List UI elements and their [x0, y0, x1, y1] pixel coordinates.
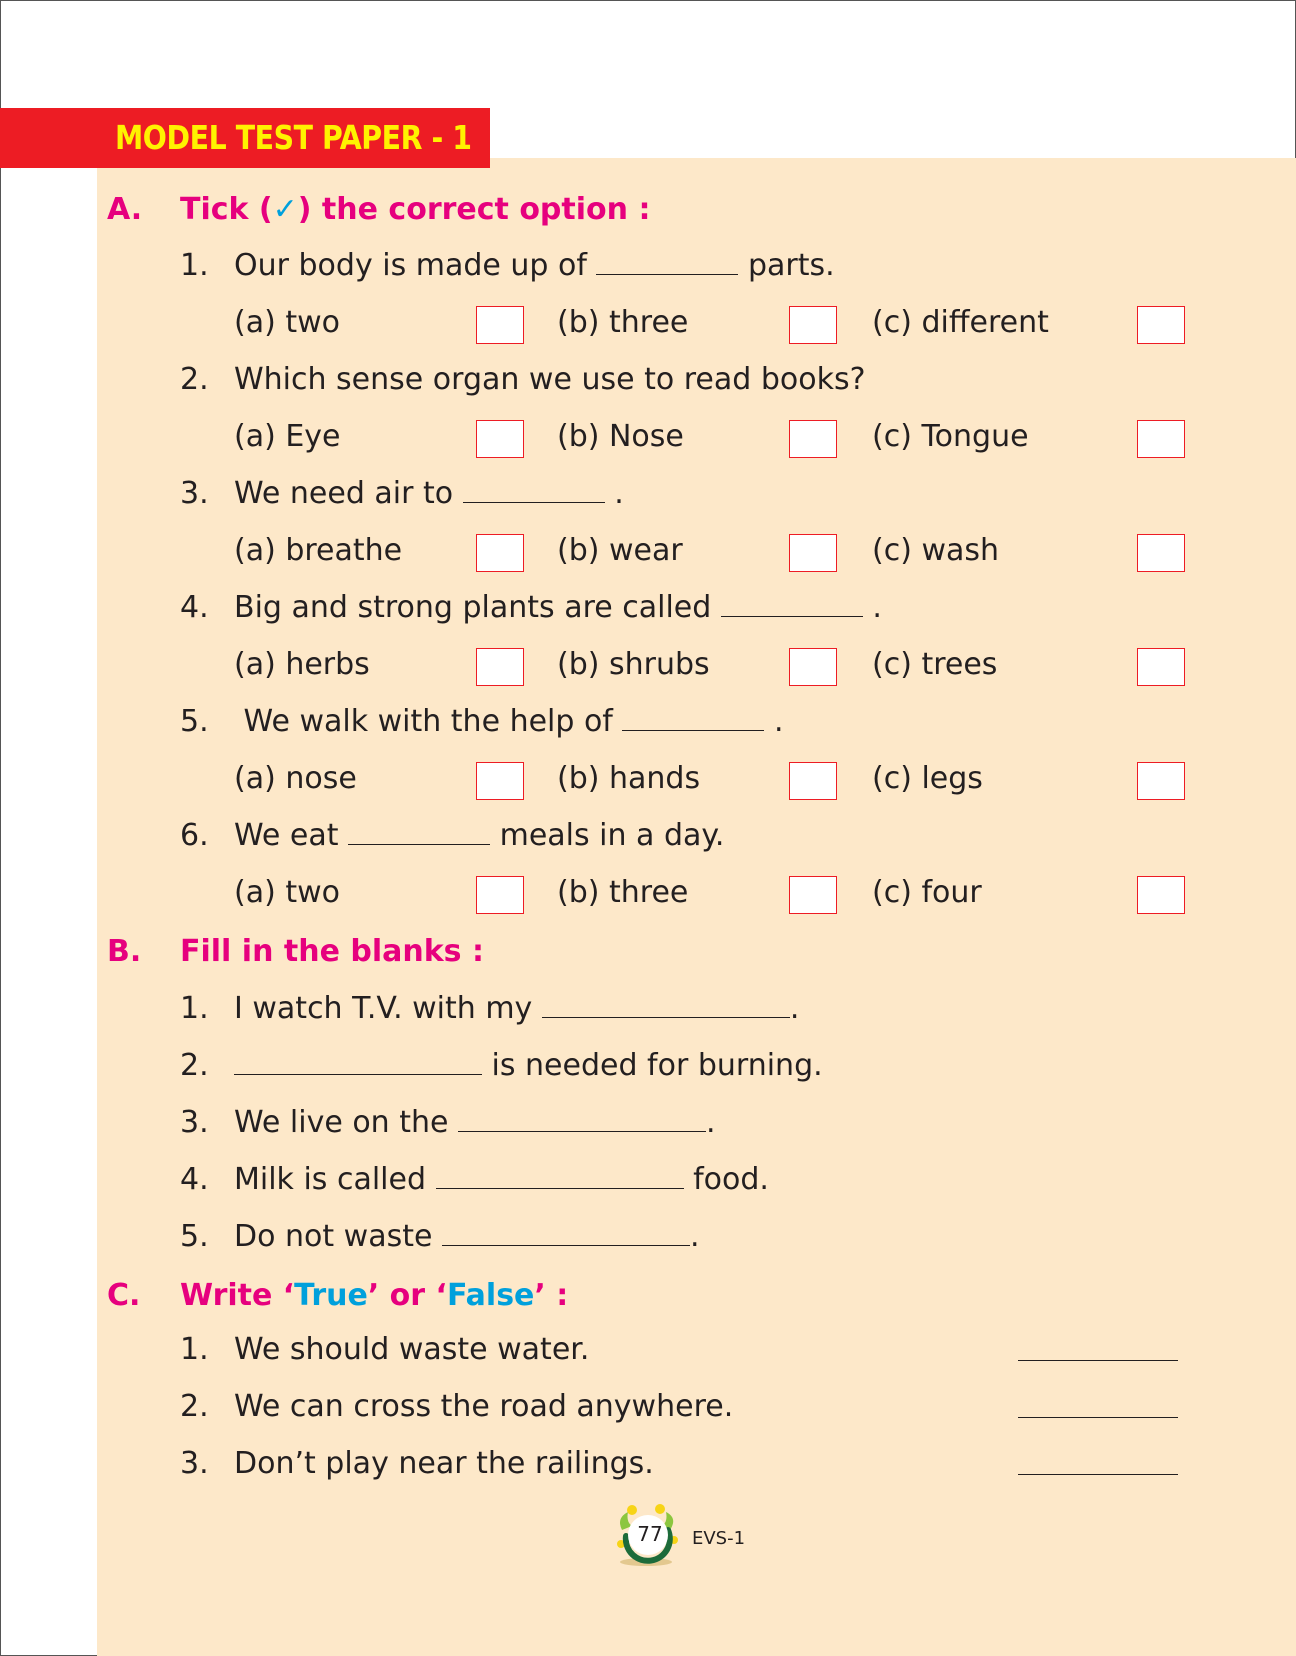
section-a-title: Tick (✓) the correct option : — [180, 192, 651, 227]
option-checkbox[interactable] — [1137, 762, 1185, 800]
option-label: (b) shrubs — [557, 647, 710, 682]
question-number: 2. — [180, 362, 209, 397]
option-label: (b) three — [557, 875, 689, 910]
question-text: Our body is made up of parts. — [234, 248, 835, 283]
option-checkbox[interactable] — [1137, 534, 1185, 572]
answer-blank[interactable] — [596, 250, 738, 275]
question-number: 1. — [180, 1332, 209, 1367]
question-text: is needed for burning. — [234, 1046, 823, 1086]
answer-blank[interactable] — [442, 1221, 690, 1246]
option-label: (c) wash — [872, 533, 1000, 568]
option-checkbox[interactable] — [789, 306, 837, 344]
option-label: (a) breathe — [234, 533, 403, 568]
question-text: Milk is called food. — [234, 1162, 769, 1197]
statement-text: We should waste water. — [234, 1332, 590, 1367]
question-number: 6. — [180, 818, 209, 853]
question-text: We eat meals in a day. — [234, 818, 725, 853]
option-label: (c) four — [872, 875, 982, 910]
question-number: 1. — [180, 991, 209, 1026]
option-label: (a) two — [234, 875, 340, 910]
option-checkbox[interactable] — [789, 420, 837, 458]
answer-blank[interactable] — [1018, 1360, 1178, 1361]
option-checkbox[interactable] — [476, 420, 524, 458]
question-number: 3. — [180, 1446, 209, 1481]
option-checkbox[interactable] — [789, 534, 837, 572]
option-checkbox[interactable] — [476, 534, 524, 572]
option-checkbox[interactable] — [1137, 648, 1185, 686]
section-c-letter: C. — [107, 1278, 141, 1313]
question-text: We walk with the help of . — [243, 704, 784, 739]
option-label: (a) herbs — [234, 647, 370, 682]
option-checkbox[interactable] — [476, 876, 524, 914]
question-number: 2. — [180, 1389, 209, 1424]
section-b-letter: B. — [107, 934, 142, 969]
question-number: 5. — [180, 1219, 209, 1254]
question-number: 5. — [180, 704, 209, 739]
question-number: 3. — [180, 476, 209, 511]
question-text: We live on the . — [234, 1105, 716, 1140]
option-label: (b) three — [557, 305, 689, 340]
question-text: Do not waste . — [234, 1219, 700, 1254]
answer-blank[interactable] — [1018, 1474, 1178, 1475]
option-checkbox[interactable] — [476, 648, 524, 686]
option-checkbox[interactable] — [1137, 306, 1185, 344]
option-checkbox[interactable] — [476, 306, 524, 344]
question-text: I watch T.V. with my . — [234, 991, 800, 1026]
question-number: 4. — [180, 590, 209, 625]
option-label: (c) trees — [872, 647, 998, 682]
question-number: 1. — [180, 248, 209, 283]
question-text: Which sense organ we use to read books? — [234, 362, 866, 397]
question-text: We need air to . — [234, 476, 624, 511]
section-b-title: Fill in the blanks : — [180, 934, 484, 969]
option-label: (b) wear — [557, 533, 683, 568]
page-number: 77 — [637, 1522, 663, 1546]
option-label: (a) Eye — [234, 419, 341, 454]
question-text: Big and strong plants are called . — [234, 590, 882, 625]
answer-blank[interactable] — [463, 478, 605, 503]
option-checkbox[interactable] — [476, 762, 524, 800]
answer-blank[interactable] — [436, 1164, 684, 1189]
option-label: (b) hands — [557, 761, 701, 796]
page-title: MODEL TEST PAPER - 1 — [115, 118, 472, 157]
answer-blank[interactable] — [458, 1107, 706, 1132]
question-number: 4. — [180, 1162, 209, 1197]
option-label: (a) nose — [234, 761, 357, 796]
option-checkbox[interactable] — [789, 648, 837, 686]
option-checkbox[interactable] — [1137, 876, 1185, 914]
option-checkbox[interactable] — [789, 876, 837, 914]
statement-text: We can cross the road anywhere. — [234, 1389, 734, 1424]
answer-blank[interactable] — [622, 706, 764, 731]
question-number: 2. — [180, 1048, 209, 1083]
section-c-title: Write ‘True’ or ‘False’ : — [180, 1278, 569, 1313]
option-label: (b) Nose — [557, 419, 684, 454]
question-number: 3. — [180, 1105, 209, 1140]
option-checkbox[interactable] — [789, 762, 837, 800]
book-code: EVS-1 — [692, 1528, 746, 1549]
section-a-letter: A. — [107, 192, 143, 227]
answer-blank[interactable] — [721, 592, 863, 617]
option-label: (a) two — [234, 305, 340, 340]
option-label: (c) different — [872, 305, 1049, 340]
statement-text: Don’t play near the railings. — [234, 1446, 654, 1481]
option-label: (c) legs — [872, 761, 983, 796]
answer-blank[interactable] — [234, 1050, 482, 1075]
answer-blank[interactable] — [542, 993, 790, 1018]
tick-mark-icon: ✓ — [272, 192, 298, 227]
option-checkbox[interactable] — [1137, 420, 1185, 458]
option-label: (c) Tongue — [872, 419, 1029, 454]
answer-blank[interactable] — [1018, 1417, 1178, 1418]
answer-blank[interactable] — [348, 820, 490, 845]
